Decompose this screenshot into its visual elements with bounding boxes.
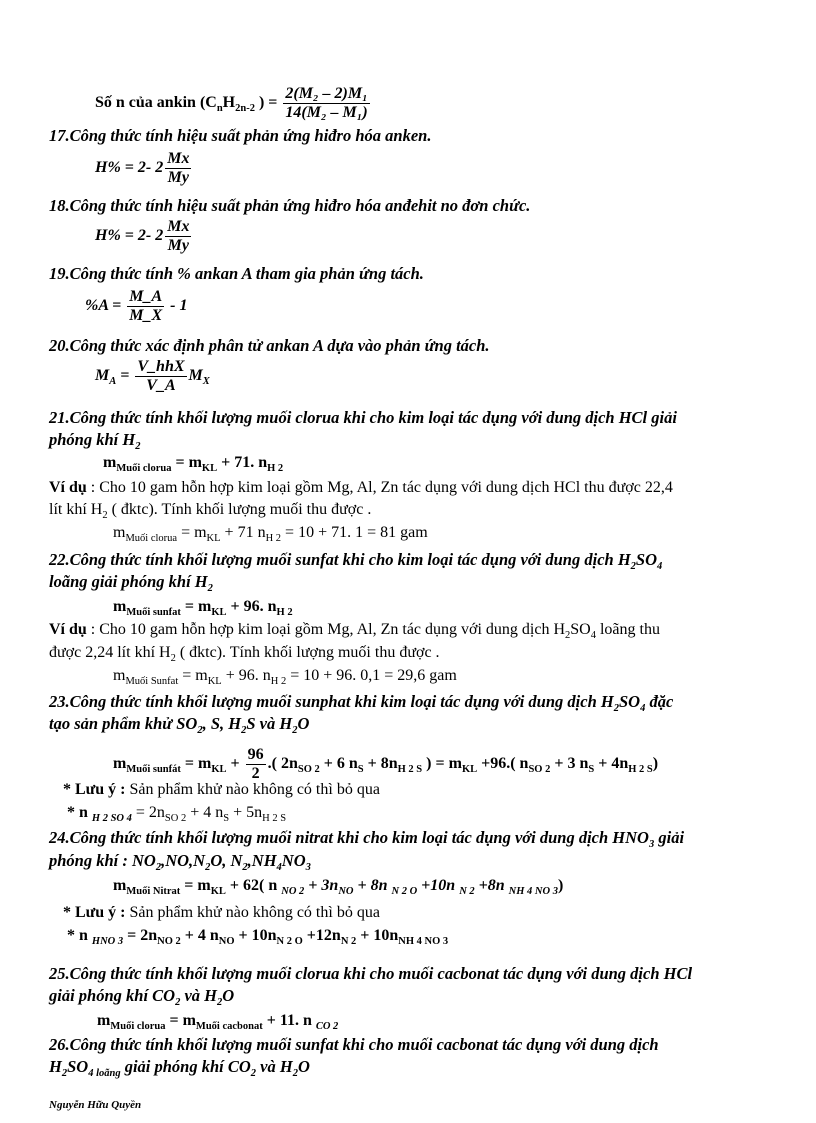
equation-24: * n $_{HNO 3} = 2n_{NO 2} + 4$ $n_{NO} + 10n_{N 2 O} +12n_{N 2} + 10n_{NH 4 NO 3}$	[67, 927, 449, 947]
fraction-19: $\frac{M\_A}{M\_X}$	[129, 288, 163, 324]
heading-21-line2: phóng khí $H_2$	[49, 430, 141, 452]
heading-19: 19.Công thức tính % ankan A tham gia phản ứng tách.	[49, 264, 424, 283]
note-23: * Lưu ý : Sản phẩm khử nào không có thì bỏ qua	[63, 781, 380, 798]
footer-author: Nguyễn Hữu Quyền	[49, 1099, 142, 1111]
formula-17: H% = 2- 2 $\frac{Mx}{My}$	[95, 150, 190, 186]
heading-25-line1: 25.Công thức tính khối lượng muối clorua khi cho muối cacbonat tác dụng với dung dịch HCl	[49, 964, 693, 983]
heading-25-line2: giải phóng khí $CO_2$ và $H_2O$	[49, 986, 235, 1008]
formula-18: H% = 2- 2 $\frac{Mx}{My}$	[95, 218, 190, 254]
heading-18: 18.Công thức tính hiệu suất phản ứng hiđro hóa anđehit no đơn chức.	[49, 196, 531, 215]
fraction-18: $\frac{Mx}{My}$	[167, 218, 190, 254]
example-21-line3: $m_{Muối clorua} = m_{KL} + 71$ $n_{H 2} = 10 + 71$. 1 = 81 gam	[113, 524, 428, 544]
heading-22-line2: loãng giải phóng khí $H_2$	[49, 572, 213, 594]
heading-24-line1: 24.Công thức tính khối lượng muối nitrat khi cho kim loại tác dụng với dung dịch $HNO_3$ giải	[49, 828, 685, 850]
formula-24: $m_{Muối Nitrat} = m_{KL} + 62$( n $_{NO 2} + 3n_{NO} + 8n$ $_{N 2 O}$ +10n $_{N 2}$ +8n $_{NH 4 NO 3}$)	[113, 877, 564, 897]
heading-23-line1: 23.Công thức tính khối lượng muối sunphat khi kim loại tác dụng với dung dịch $H_2SO_4$ đặc	[49, 692, 674, 714]
heading-22-line1: 22.Công thức tính khối lượng muối sunfat khi cho kim loại tác dụng với dung dịch $H_2SO_4$	[49, 550, 663, 572]
example-21-line1: Ví dụ : Cho 10 gam hỗn hợp kim loại gồm Mg, Al, Zn tác dụng với dung dịch HCl thu được 22,4	[49, 479, 673, 496]
example-22-line2: được 2,24 lít khí $H_2$ ( đktc). Tính khối lượng muối thu được .	[49, 644, 440, 664]
heading-26-line2: $H_2SO_{4 loãng}$ giải phóng khí $CO_2$ và $H_2O$	[49, 1057, 310, 1079]
formula-19: %A = $\frac{M\_A}{M\_X}$ - 1	[85, 288, 188, 324]
heading-26-line1: 26.Công thức tính khối lượng muối sunfat khi cho muối cacbonat tác dụng với dung dịch	[49, 1035, 659, 1054]
heading-24-line2: phóng khí : $NO_2,NO,N_2O$, $N_2,NH_4NO_3$	[49, 851, 311, 873]
formula-25: $m_{Muối clorua} = m_{Muối cacbonat} + 11$. n $_{CO 2}$	[97, 1012, 339, 1032]
fraction-23: $\frac{96}{2}$	[247, 746, 264, 782]
formula-20: $M_A$ = $\frac{\text{V\_hhX}}{V\_A}$ $M_X$	[95, 358, 210, 394]
example-22-line1: Ví dụ : Cho 10 gam hỗn hợp kim loại gồm Mg, Al, Zn tác dụng với dung dịch $H_2SO_4$ loãng thu	[49, 621, 660, 641]
formula-21: $m_{Muối clorua} = m_{KL} + 71$. $n_{H 2}$	[103, 454, 284, 474]
heading-20: 20.Công thức xác định phân tử ankan A dựa vào phản ứng tách.	[49, 336, 490, 355]
formula-22: $m_{Muối sunfat} = m_{KL} + 96$. $n_{H 2}$	[113, 598, 293, 618]
example-22-line3: $m_{Muối Sunfat} = m_{KL} + 96$. $n_{H 2} = 10 + 96$. 0,1 = 29,6 gam	[113, 667, 457, 687]
heading-21-line1: 21.Công thức tính khối lượng muối clorua khi cho kim loại tác dụng với dung dịch HCl giải	[49, 408, 677, 427]
fraction-17: $\frac{Mx}{My}$	[167, 150, 190, 186]
ankin-formula: Số n của ankin ($C_nH_{2n-2}$ ) = $\frac{\text{2(M₂ – 2)M₁}}{\text{14(M₂ – M₁)}}$	[95, 85, 368, 121]
heading-17: 17.Công thức tính hiệu suất phản ứng hiđro hóa anken.	[49, 126, 432, 145]
formula-23: $m_{Muối sunfát} = m_{KL}$ + $\frac{96}{2}$ .( $2n_{SO 2} + 6$ $n_S + 8n_{H 2 S}$ ) = $m_{KL} +96$.( $n_{SO 2} + 3$ $n_S + 4n_{H 2 S}$)	[113, 746, 659, 782]
fraction-20: $\frac{\text{V\_hhX}}{V\_A}$	[137, 358, 185, 394]
equation-23: * n $_{H 2 SO 4} = 2n_{SO 2} + 4$ $n_S + 5n_{H 2 S}$	[67, 804, 287, 824]
note-24: * Lưu ý : Sản phẩm khử nào không có thì bỏ qua	[63, 904, 380, 921]
heading-23-line2: tạo sản phẩm khử $SO_2$, S, $H_2S$ và $H_2O$	[49, 714, 310, 736]
example-21-line2: lít khí $H_2$ ( đktc). Tính khối lượng muối thu được .	[49, 501, 372, 521]
ankin-fraction: $\frac{\text{2(M₂ – 2)M₁}}{\text{14(M₂ – M₁)}}$	[285, 85, 368, 121]
